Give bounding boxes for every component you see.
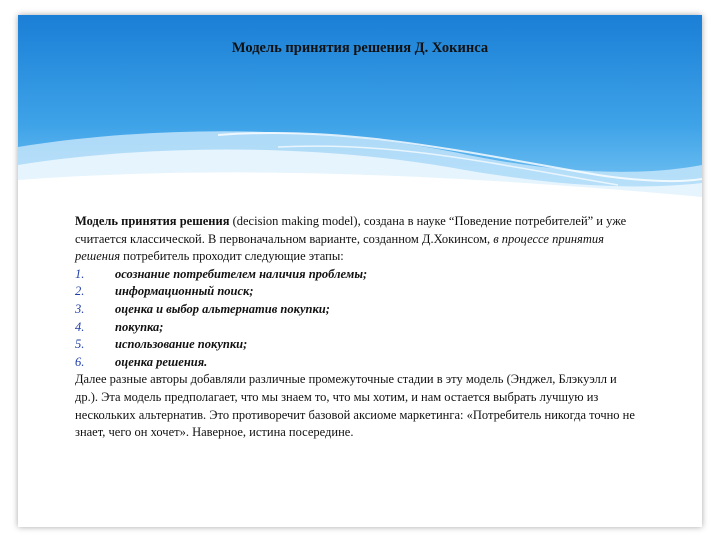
list-number: 4. xyxy=(75,319,85,334)
intro-italic: в процессе принятия решения xyxy=(75,231,604,264)
list-item xyxy=(75,301,635,319)
conclusion-paragraph: Далее разные авторы добавляли различные промежуточные стадии в эту модель (Энджел, Блэкуэлл и др.). Эта модель предполагает, что мы знаем то, что мы хотим, и нам остается выбрать лучшую из нескольких альтернатив. Это противоречит базовой аксиоме маркетинга: «Потребитель никогда точно не знает, чего он хочет». Наверное, истина посередине. xyxy=(75,372,635,440)
slide xyxy=(18,15,702,527)
header-banner xyxy=(18,15,702,199)
list-text: оценка решения. xyxy=(115,354,208,369)
list-number: 2. xyxy=(75,284,85,299)
intro-end: потребитель проходит следующие этапы: xyxy=(120,249,344,264)
list-item xyxy=(75,266,635,284)
list-item xyxy=(75,283,635,301)
intro-rest: (decision making model), создана в науке “Поведение потребителей” и уже считается классической. В первоначальном варианте, созданном Д.Хокинсом, xyxy=(75,214,627,246)
list-number: 1. xyxy=(75,266,85,281)
list-item xyxy=(75,354,635,372)
list-number: 3. xyxy=(75,301,85,316)
list-text: осознание потребителем наличия проблемы; xyxy=(115,266,368,281)
intro-term: Модель принятия решения xyxy=(75,214,230,228)
page-title: Модель принятия решения Д. Хокинса xyxy=(231,40,489,56)
list-item xyxy=(75,336,635,354)
list-text: покупка; xyxy=(115,319,164,334)
list-text: информационный поиск; xyxy=(115,284,254,299)
intro-paragraph xyxy=(75,213,635,266)
list-number: 5. xyxy=(75,337,85,352)
list-text: оценка и выбор альтернатив покупки; xyxy=(115,301,330,316)
body-text xyxy=(75,213,635,442)
list-number: 6. xyxy=(75,354,85,369)
list-item xyxy=(75,319,635,337)
list-text: использование покупки; xyxy=(115,337,248,352)
